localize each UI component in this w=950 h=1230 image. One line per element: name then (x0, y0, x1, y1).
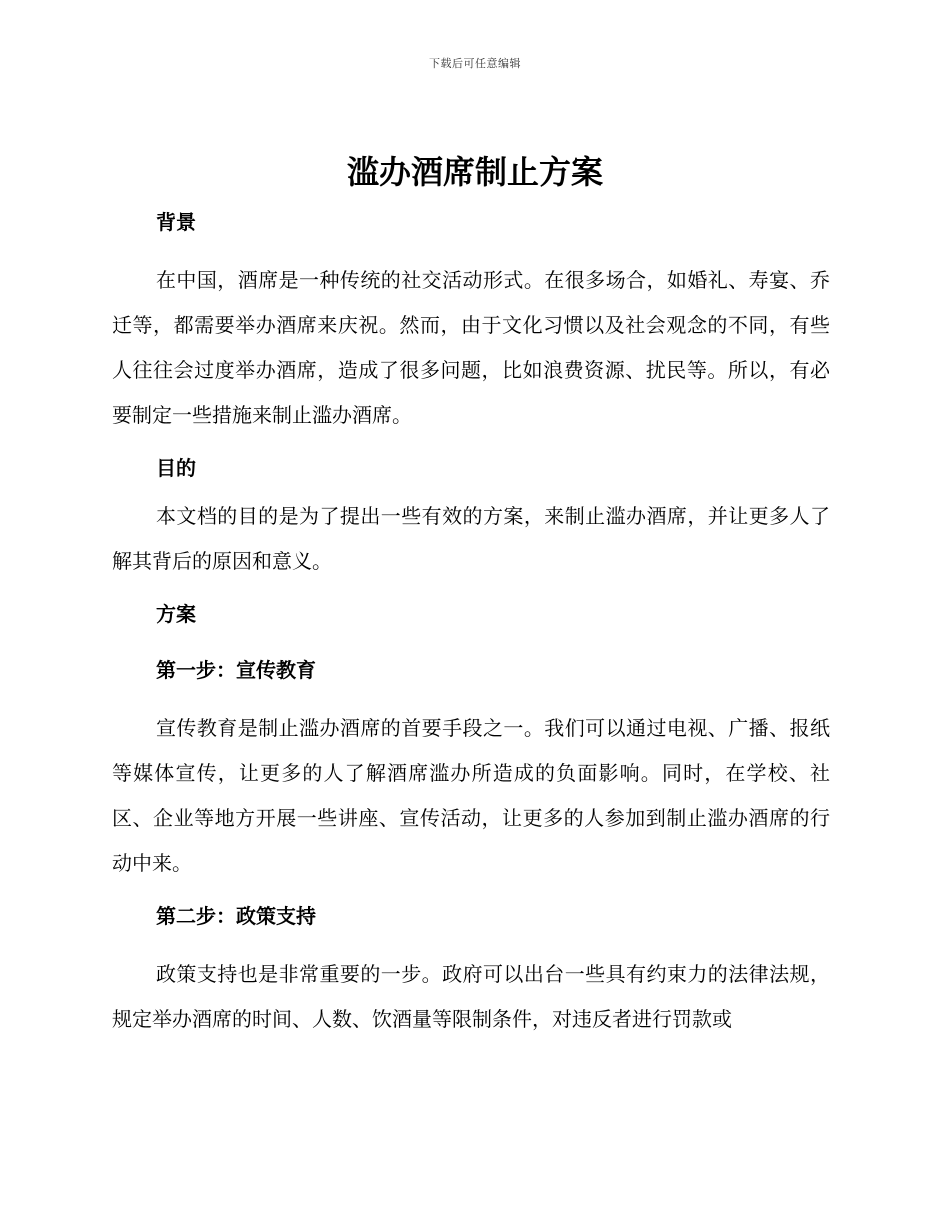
step2-paragraph: 政策支持也是非常重要的一步。政府可以出台一些具有约束力的法律法规，规定举办酒席的时间、人数、饮酒量等限制条件，对违反者进行罚款或 (112, 962, 830, 1031)
background-paragraph: 在中国，酒席是一种传统的社交活动形式。在很多场合，如婚礼、寿宴、乔迁等，都需要举办酒席来庆祝。然而，由于文化习惯以及社会观念的不同，有些人往往会过度举办酒席，造成了很多问题，比如浪费资源、扰民等。所以，有必要制定一些措施来制止滥办酒席。 (112, 268, 830, 427)
document-body (112, 202, 830, 1042)
section-heading-purpose: 目的 (156, 456, 196, 480)
section-heading-background: 背景 (156, 210, 196, 234)
purpose-paragraph: 本文档的目的是为了提出一些有效的方案，来制止滥办酒席，并让更多人了解其背后的原因和意义。 (112, 504, 830, 573)
step1-heading: 第一步：宣传教育 (156, 658, 316, 682)
step2-heading: 第二步：政策支持 (156, 904, 316, 928)
section-heading-plan: 方案 (156, 602, 196, 626)
header-note: 下载后可任意编辑 (429, 57, 521, 70)
document-title: 滥办酒席制止方案 (346, 153, 603, 191)
step1-paragraph: 宣传教育是制止滥办酒席的首要手段之一。我们可以通过电视、广播、报纸等媒体宣传，让更多的人了解酒席滥办所造成的负面影响。同时，在学校、社区、企业等地方开展一些讲座、宣传活动，让更多的人参加到制止滥办酒席的行动中来。 (112, 716, 830, 875)
